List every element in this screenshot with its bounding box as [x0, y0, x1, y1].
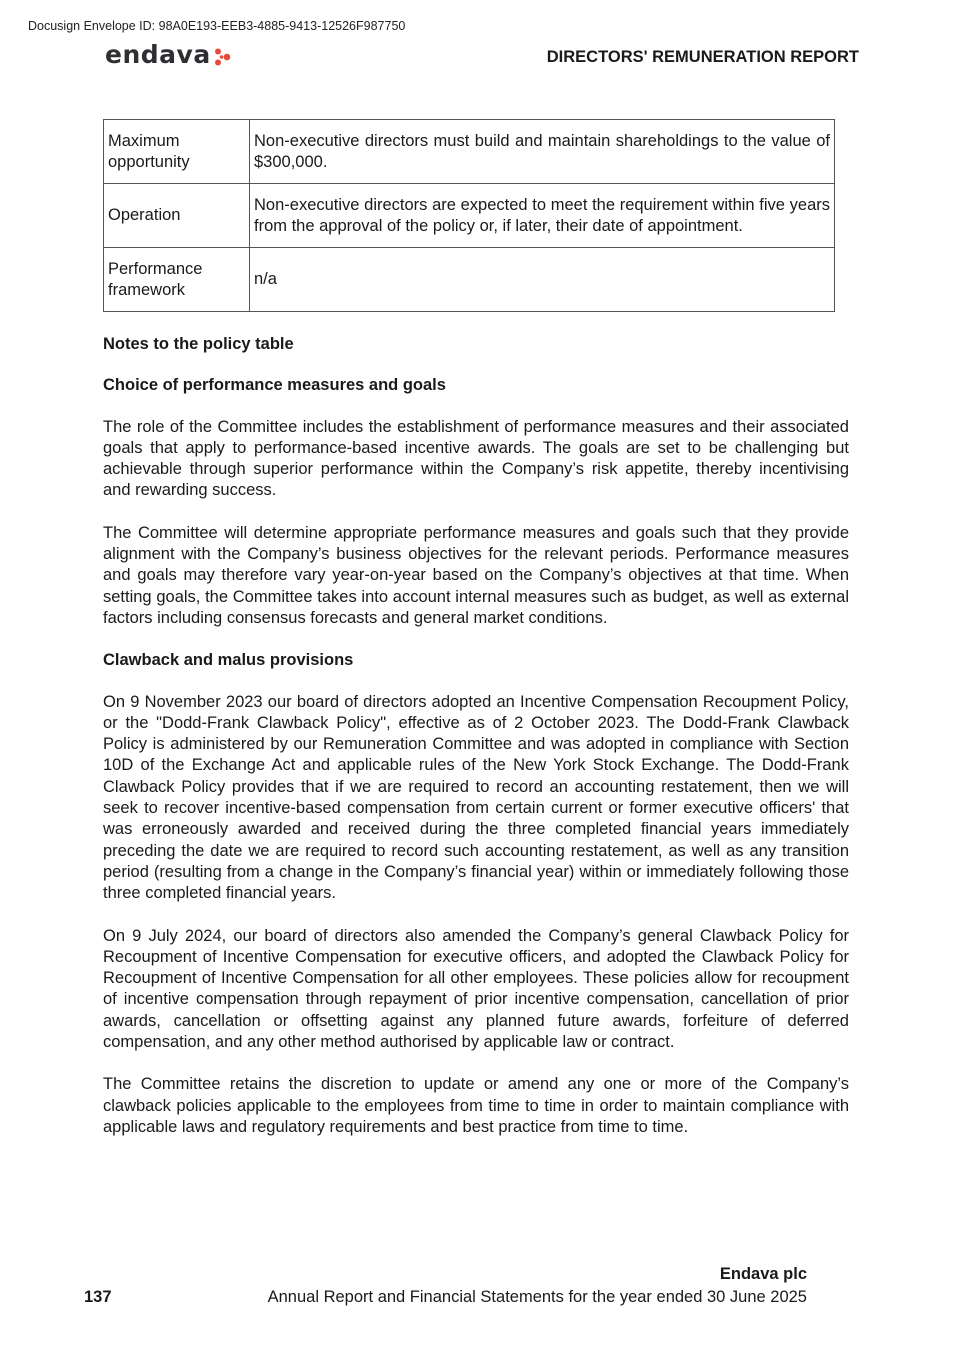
row-label: Maximum opportunity [104, 120, 250, 184]
clawback-heading: Clawback and malus provisions [103, 651, 354, 670]
paragraph: On 9 November 2023 our board of directors adopted an Incentive Compensation Recoupment Policy, or the "Dodd-Frank Clawback Policy", effective as of 2 October 2023. The Dodd-Frank Clawback Policy is administered by our Remuneration Committee and was adopted in compliance with Section 10D of the Exchange Act and applicable rules of the New York Stock Exchange. The Dodd-Frank Clawback Policy provides that if we are required to record an accounting restatement, then we will seek to recover incentive-based compensation from certain current or former executive officers' that was erroneously awarded and received during the three completed financial years immediately preceding the date we are required to record such accounting restatement, as well as any transition period (resulting from a change in the Company’s financial year) within or immediately following those three completed financial years. [103, 692, 849, 903]
paragraph: The Committee will determine appropriate performance measures and goals such that they provide alignment with the Company’s business objectives for the relevant periods. Performance measures and goals may therefore vary year-on-year based on the Company’s objectives at that time. When setting goals, the Committee takes into account internal measures such as budget, as well as external factors including consensus forecasts and general market conditions. [103, 523, 849, 627]
docusign-envelope-id: Docusign Envelope ID: 98A0E193-EEB3-4885-9413-12526F987750 [28, 19, 406, 33]
table-row [104, 184, 835, 248]
logo-wordmark: endava [105, 40, 211, 69]
endava-logo-icon [214, 48, 232, 66]
row-label: Operation [104, 184, 250, 248]
paragraph: The role of the Committee includes the establishment of performance measures and their associated goals that apply to performance-based incentive awards. The goals are set to be challenging but achievable through superior performance within the Company’s risk appetite, thereby incentivising and rewarding success. [103, 417, 849, 500]
footer-report-title: Annual Report and Financial Statements for the year ended 30 June 2025 [267, 1288, 807, 1306]
header-title: DIRECTORS' REMUNERATION REPORT [546, 48, 859, 66]
row-label: Performance framework [104, 248, 250, 312]
paragraph: On 9 July 2024, our board of directors also amended the Company’s general Clawback Policy for Recoupment of Incentive Compensation for executive officers, and adopted the Clawback Policy for Recoupment of Incentive Compensation for all other employees. These policies allow for recoupment of incentive compensation through repayment of prior incentive compensation, cancellation of prior awards, cancellation or offsetting against any planned future awards, forfeiture of deferred compensation, and any other method authorised by applicable law or contract. [103, 926, 849, 1052]
endava-logo [105, 40, 232, 69]
table-row [104, 248, 835, 312]
policy-table [103, 119, 835, 312]
row-value: n/a [250, 248, 835, 312]
table-row [104, 120, 835, 184]
body-content [103, 334, 849, 1159]
page-number: 137 [84, 1288, 112, 1306]
row-value: Non-executive directors must build and maintain shareholdings to the value of $300,000. [250, 120, 835, 184]
footer-company: Endava plc [719, 1265, 807, 1283]
row-value: Non-executive directors are expected to meet the requirement within five years from the approval of the policy or, if later, their date of appointment. [250, 184, 835, 248]
choice-heading: Choice of performance measures and goals [103, 376, 446, 395]
paragraph: The Committee retains the discretion to update or amend any one or more of the Company’s clawback policies applicable to the employees from time to time in order to maintain compliance with applicable laws and regulatory requirements and best practice from time to time. [103, 1075, 849, 1136]
notes-heading: Notes to the policy table [103, 335, 294, 353]
